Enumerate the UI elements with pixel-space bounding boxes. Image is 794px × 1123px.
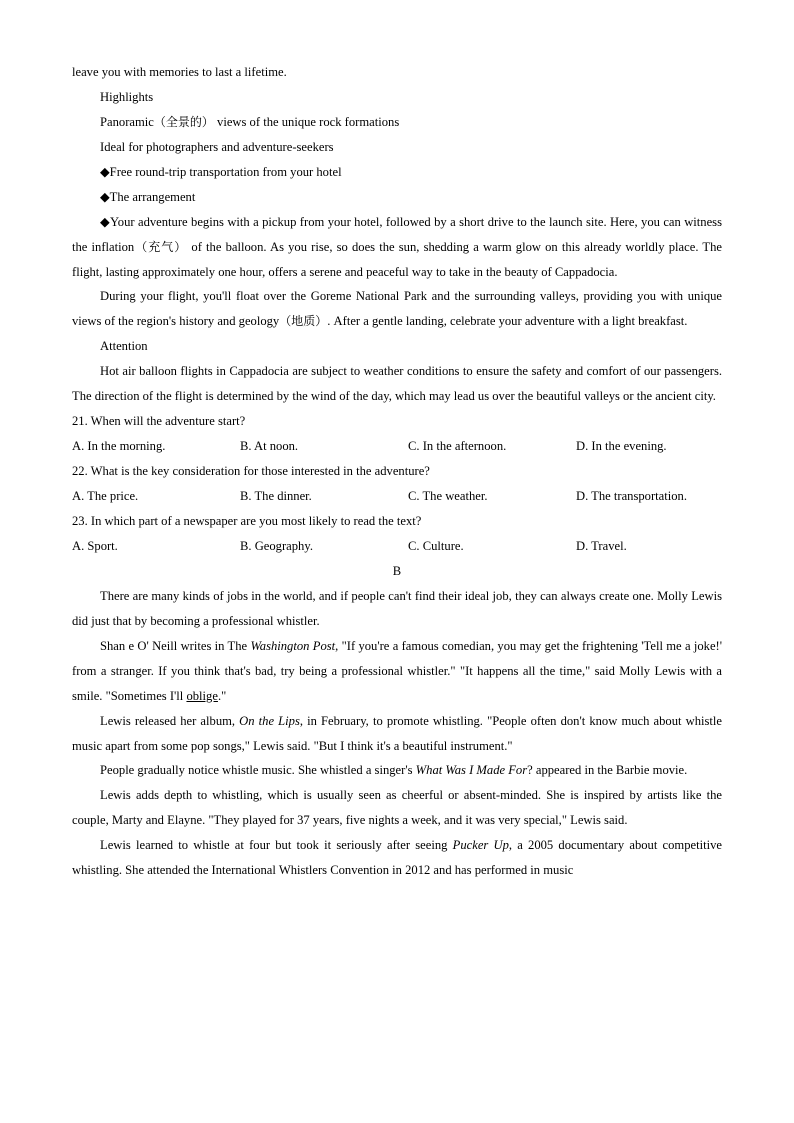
option-c: C. In the afternoon. xyxy=(408,439,507,454)
underlined-word: oblige xyxy=(186,688,218,703)
option-c: C. The weather. xyxy=(408,489,488,504)
b2-text: Shan e O' Neill writes in The xyxy=(100,638,251,653)
panoramic-text: Panoramic xyxy=(100,114,154,129)
question-options xyxy=(72,484,722,509)
paragraph-b5: Lewis adds depth to whistling, which is usually seen as cheerful or absent-minded. She is inspired by artists like the couple, Marty and Elayne. "They played for 37 years, five nights a week, and it was very special," Lewis said. xyxy=(72,788,722,828)
question-options xyxy=(72,534,722,559)
paragraph-b3 xyxy=(72,709,722,759)
song-title: What Was I Made For xyxy=(415,763,528,778)
paragraph-b1: There are many kinds of jobs in the world, and if people can't find their ideal job, they can always create one. Molly Lewis did just that by becoming a professional whistler. xyxy=(72,588,722,628)
inflation-gloss: （充气） xyxy=(134,239,188,254)
paragraph-attention: Hot air balloon flights in Cappadocia are subject to weather conditions to ensure the safety and comfort of our passengers. The direction of the flight is determined by the wind of the day, which may lead us over the beautiful valleys or the ancient city. xyxy=(72,364,722,404)
b6-rest: , a 2005 documentary about competitive whistling. She attended the International Whistlers Convention in 2012 and has performed in music xyxy=(72,838,722,878)
document-page xyxy=(72,60,722,883)
geology-gloss: （地质） xyxy=(279,314,328,329)
option-a: A. Sport. xyxy=(72,538,118,553)
option-c: C. Culture. xyxy=(408,538,464,553)
option-b: B. At noon. xyxy=(240,439,299,454)
option-b: B. Geography. xyxy=(240,538,313,553)
paragraph-b4 xyxy=(72,758,722,783)
adventure-rest: of the balloon. As you rise, so does the sun, shedding a warm glow on this already worldly place. The flight, lasting approximately one hour, offers a serene and peaceful way to take in the beauty of Cappadocia. xyxy=(72,239,722,279)
flight-rest: . After a gentle landing, celebrate your adventure with a light breakfast. xyxy=(327,314,688,329)
b6-text: Lewis learned to whistle at four but took it seriously after seeing xyxy=(100,838,453,853)
option-d: D. In the evening. xyxy=(576,439,667,454)
paragraph-flight xyxy=(72,284,722,334)
question-stem: 21. When will the adventure start? xyxy=(72,414,246,429)
option-b: B. The dinner. xyxy=(240,489,312,504)
question-stem: 23. In which part of a newspaper are you most likely to read the text? xyxy=(72,513,422,528)
paragraph-b6 xyxy=(72,833,722,883)
flight-text: During your flight, you'll float over the Goreme National Park and the surrounding valleys, providing you with unique views of the region's history and geology xyxy=(72,289,722,329)
paragraph-continuation: leave you with memories to last a lifetime. xyxy=(72,65,287,79)
b2-quote: , "If you're a famous comedian, you may get the frightening 'Tell me a joke!' from a stranger. If you think that's bad, try being a professional whistler." "It happens all the time," said Molly Lewis with a smile. "Sometimes I'll xyxy=(72,638,722,703)
b4-rest: ? appeared in the Barbie movie. xyxy=(527,763,688,778)
arrangement-heading: ◆The arrangement xyxy=(100,189,196,204)
paragraph-b2 xyxy=(72,634,722,709)
panoramic-rest: views of the unique rock formations xyxy=(213,114,400,129)
b4-text: People gradually notice whistle music. She whistled a singer's xyxy=(100,763,416,778)
option-d: D. The transportation. xyxy=(576,489,687,504)
option-d: D. Travel. xyxy=(576,538,627,553)
documentary-title: Pucker Up xyxy=(452,838,509,853)
b2-end: ." xyxy=(217,688,227,703)
section-heading-b: B xyxy=(392,563,402,578)
question-stem: 22. What is the key consideration for those interested in the adventure? xyxy=(72,464,430,479)
newspaper-title: Washington Post xyxy=(250,638,336,653)
question-options xyxy=(72,434,722,459)
album-title: On the Lips xyxy=(239,713,300,728)
paragraph-adventure xyxy=(72,210,722,285)
b3-text: Lewis released her album, xyxy=(100,713,240,728)
attention-heading: Attention xyxy=(100,339,148,354)
adventure-text: ◆Your adventure begins with a pickup from your hotel, followed by a short drive to the launch site. Here, you can witness the inflation xyxy=(72,214,722,254)
highlight-ideal: Ideal for photographers and adventure-seekers xyxy=(100,139,334,154)
highlight-transport: ◆Free round-trip transportation from your hotel xyxy=(100,164,342,179)
option-a: A. In the morning. xyxy=(72,439,166,454)
highlight-panoramic xyxy=(72,110,722,135)
highlights-heading: Highlights xyxy=(100,89,154,104)
panoramic-gloss: （全景的） xyxy=(153,114,214,129)
b3-rest: , in February, to promote whistling. "People often don't know much about whistle music apart from some pop songs," Lewis said. "But I think it's a beautiful instrument." xyxy=(72,713,722,753)
option-a: A. The price. xyxy=(72,489,139,504)
